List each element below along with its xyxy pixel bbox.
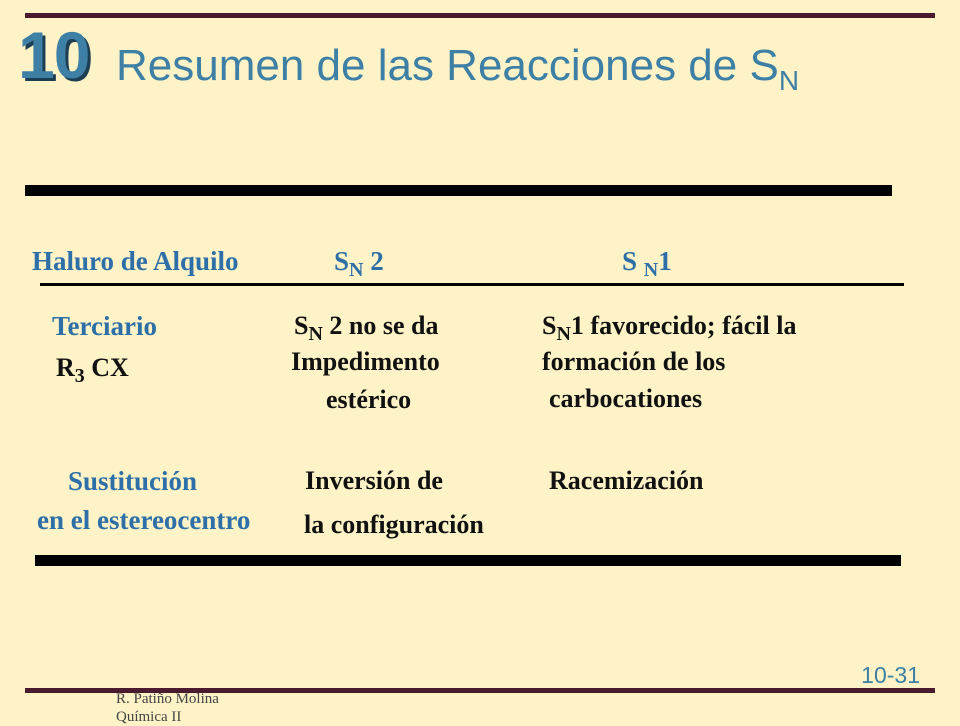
row1-sn2-text: 2 no se da <box>322 311 439 340</box>
row2-sn2-line1: Inversión de <box>305 466 443 495</box>
title-subscript: N <box>778 65 800 96</box>
header-sn1-s: S <box>622 246 644 276</box>
title-text: Resumen de las Reacciones de S <box>116 41 779 90</box>
row1-sn2-line3: estérico <box>326 385 412 414</box>
header-sn1-sub: N <box>643 259 659 281</box>
formula-sub: 3 <box>74 365 85 387</box>
row1-sn1-line1 <box>542 311 797 345</box>
slide-title <box>116 41 800 96</box>
row1-sn1-s: S <box>542 311 557 340</box>
author-credit <box>116 690 219 726</box>
table-top-rule <box>25 185 892 196</box>
row2-sn2-line2: la configuración <box>304 510 484 539</box>
row1-sn1-text: 1 favorecido; fácil la <box>570 311 797 340</box>
row2-label-line1: Sustitución <box>68 466 198 496</box>
header-sn2-sub: N <box>349 259 364 281</box>
row1-label: Terciario <box>52 311 157 341</box>
header-sn2 <box>334 246 384 281</box>
row2-label-line2: en el estereocentro <box>37 505 251 535</box>
author-line2: Química II <box>116 709 182 725</box>
row1-sn1-line3: carbocationes <box>549 384 703 413</box>
header-underline <box>40 283 904 286</box>
table-bottom-rule <box>35 555 901 566</box>
page-number: 10-31 <box>861 662 920 688</box>
header-alkyl-halide: Haluro de Alquilo <box>32 246 239 276</box>
row1-formula <box>56 353 129 387</box>
formula-rest: CX <box>84 353 129 382</box>
top-rule <box>25 13 935 18</box>
row1-sn2-s: S <box>294 311 309 340</box>
chapter-number: 10 <box>18 18 90 92</box>
author-line1: R. Patiño Molina <box>116 691 219 707</box>
row1-sn2-line2: Impedimento <box>291 347 440 376</box>
header-sn1 <box>622 246 672 281</box>
row1-sn2-line1 <box>294 311 439 345</box>
row1-sn2-sub: N <box>308 323 323 345</box>
header-sn1-num: 1 <box>658 246 672 276</box>
formula-r: R <box>56 353 75 382</box>
row1-sn1-sub: N <box>556 323 571 345</box>
header-sn2-num: 2 <box>363 246 384 276</box>
row1-sn1-line2: formación de los <box>542 347 726 376</box>
header-sn2-s: S <box>334 246 350 276</box>
row2-sn1-line1: Racemización <box>549 466 704 495</box>
